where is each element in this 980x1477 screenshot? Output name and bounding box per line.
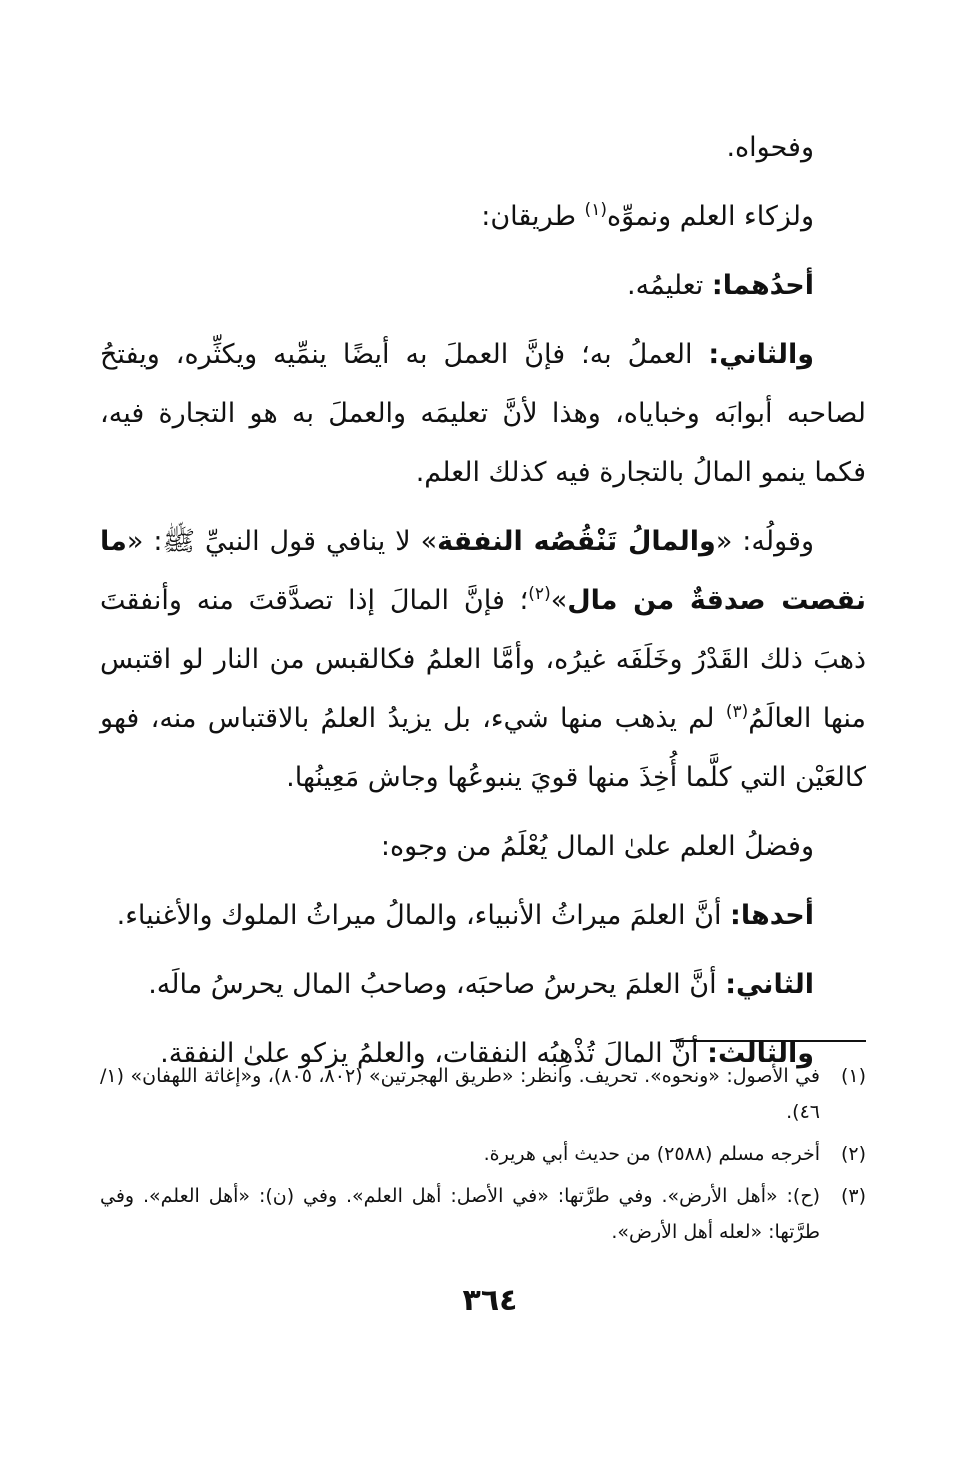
footnote-1 bbox=[100, 1058, 866, 1130]
text-run: أنَّ العلمَ ميراثُ الأنبياء، والمالُ ميراثُ الملوك والأغنياء. bbox=[116, 900, 731, 931]
footnote-ref-2[interactable]: (٢) bbox=[528, 584, 551, 604]
text-run: طريقان: bbox=[481, 201, 585, 232]
text-run: العملُ به؛ فإنَّ العملَ به أيضًا ينمِّيه ويكثِّره، ويفتحُ لصاحبه أبوابَه وخباياه، وهذا لأنَّ تعليمَه والعملَ به هو التجارة فيه، فكما ينمو المالُ بالتجارة فيه كذلك العلم. bbox=[100, 339, 866, 488]
paragraph-4 bbox=[100, 325, 866, 502]
footnote-text: (ح): «أهل الأرض». وفي طرَّتها: «في الأصل: أهل العلم». وفي (ن): «أهل العلم». وفي طرَّتها: «لعله أهل الأرض». bbox=[100, 1185, 820, 1243]
paragraph-1 bbox=[100, 118, 866, 177]
footnote-text: أخرجه مسلم (٢٥٨٨) من حديث أبي هريرة. bbox=[483, 1143, 820, 1165]
page-number: ٣٦٤ bbox=[462, 1283, 518, 1318]
text-run: لم يذهب منها شيء، بل يزيدُ العلمُ بالاقتباس منه، فهو كالعَيْن التي كلَّما أُخِذَ منها قويَ ينبوعُها وجاش مَعِينُها. bbox=[100, 703, 866, 793]
text-run: أنَّ العلمَ يحرسُ صاحبَه، وصاحبُ المال يحرسُ مالَه. bbox=[148, 969, 726, 1000]
text-run: تعليمُه. bbox=[627, 270, 712, 301]
footnote-separator bbox=[670, 1040, 866, 1042]
paragraph-5 bbox=[100, 512, 866, 807]
paragraph-7 bbox=[100, 886, 866, 945]
text-run: وقولُه: « bbox=[715, 526, 814, 557]
footnote-text: في الأصول: «ونحوه». تحريف. وانظر: «طريق الهجرتين» (٨٠٢، ٨٠٥)، و«إغاثة اللهفان» (١/ ٤٦). bbox=[100, 1065, 820, 1123]
text-run: ولزكاء العلم ونموِّه bbox=[606, 201, 814, 232]
paragraph-8 bbox=[100, 955, 866, 1014]
footnote-2 bbox=[100, 1136, 866, 1172]
hadith-quote: ما نقصت صدقةٌ من مال bbox=[100, 526, 866, 616]
lead-word: والثالث: bbox=[707, 1038, 814, 1069]
lead-word: أحدها: bbox=[730, 900, 814, 931]
text-run: أنَّ المالَ تُذْهِبُه النفقات، والعلمُ يزكو علىٰ النفقة. bbox=[160, 1038, 708, 1069]
quoted-phrase: والمالُ تَنْقُصُه النفقة bbox=[437, 526, 716, 557]
paragraph-3 bbox=[100, 256, 866, 315]
text-run: ؛ فإنَّ المالَ إذا تصدَّقتَ منه وأنفقتَ ذهبَ ذلك القَدْرُ وخَلَفَه غيرُه، وأمَّا العلمُ فكالقبس من النار لو اقتبس منها العالَمُ bbox=[100, 585, 866, 734]
lead-word: والثاني: bbox=[708, 339, 814, 370]
footnote-ref-3[interactable]: (٣) bbox=[725, 702, 749, 722]
text-run: » bbox=[550, 585, 568, 616]
text-line: وفحواه. bbox=[726, 132, 814, 163]
text-run: » لا ينافي قول النبيِّ ﷺ: « bbox=[126, 526, 438, 557]
main-text bbox=[100, 118, 866, 1093]
footnote-number: (١) bbox=[840, 1065, 866, 1087]
footnote-number: (٣) bbox=[840, 1185, 866, 1207]
footnote-ref-1[interactable]: (١) bbox=[584, 200, 607, 220]
footnotes bbox=[100, 1058, 866, 1256]
paragraph-2 bbox=[100, 187, 866, 246]
paragraph-6 bbox=[100, 817, 866, 876]
text-line: وفضلُ العلم علىٰ المال يُعْلَمُ من وجوه: bbox=[380, 831, 814, 862]
footnote-3 bbox=[100, 1178, 866, 1250]
footnote-number: (٢) bbox=[840, 1143, 866, 1165]
lead-word: أحدُهما: bbox=[711, 270, 814, 301]
lead-word: الثاني: bbox=[725, 969, 814, 1000]
